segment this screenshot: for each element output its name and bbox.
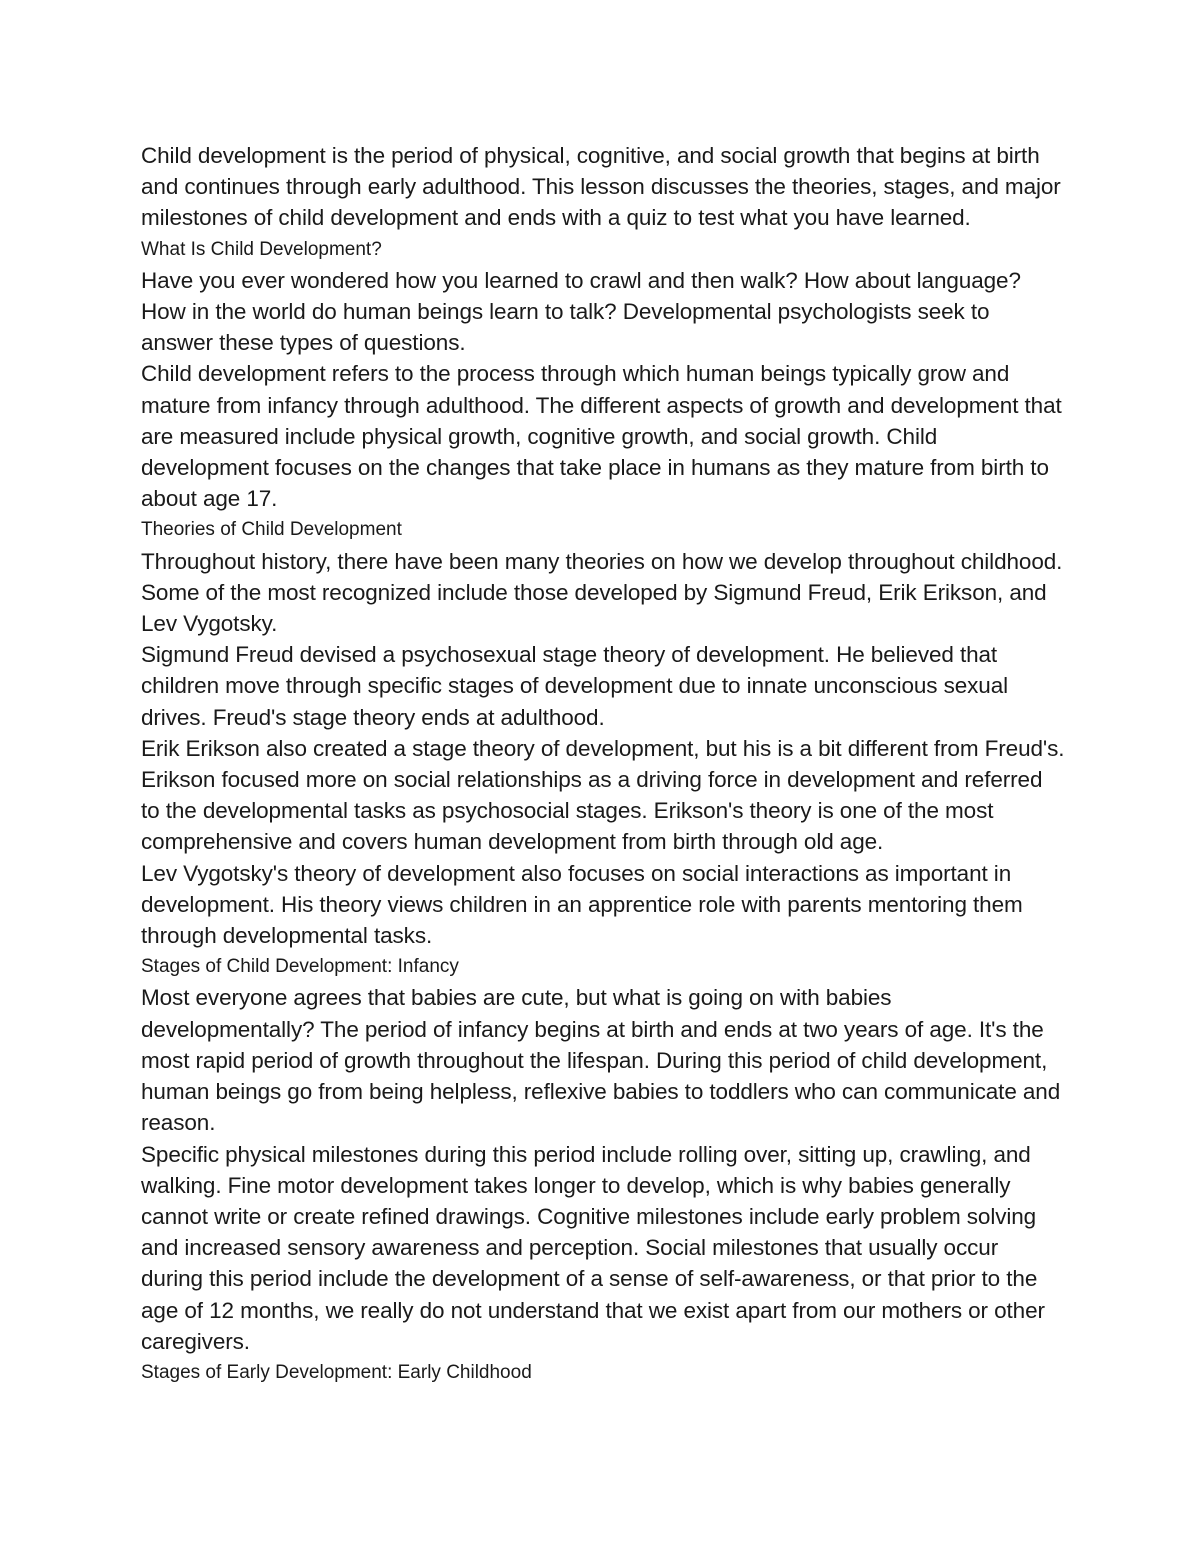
paragraph-erikson: Erik Erikson also created a stage theory of development, but his is a bit different from Freud's. Erikson focused more on social relationships as a driving force in development and referred to the developmental tasks as psychosocial stages. Erikson's theory is one of the most comprehensive and covers human development from birth through old age.: [141, 735, 1065, 855]
section-heading-infancy: Stages of Child Development: Infancy: [141, 956, 459, 978]
paragraph-freud: Sigmund Freud devised a psychosexual stage theory of development. He believed that children move through specific stages of development due to innate unconscious sexual drives. Freud's stage theory ends at adulthood.: [141, 642, 1009, 730]
paragraph-crawl-walk: Have you ever wondered how you learned to crawl and then walk? How about language? How in the world do human beings learn to talk? Developmental psychologists seek to answer these types of questions.: [141, 267, 1021, 356]
intro-paragraph: Child development is the period of physical, cognitive, and social growth that begins at birth and continues through early adulthood. This lesson discusses the theories, stages, and major milestones of child development and ends with a quiz to test what you have learned.: [141, 143, 1061, 231]
section-heading-early-childhood: Stages of Early Development: Early Childhood: [141, 1361, 532, 1383]
paragraph-definition: Child development refers to the process through which human beings typically grow and mature from infancy through adulthood. The different aspects of growth and development that are measured include physical growth, cognitive growth, and social growth. Child development focuses on the changes that take place in humans as they mature from birth to about age 17.: [141, 361, 1062, 512]
paragraph-theories-intro: Throughout history, there have been many theories on how we develop throughout childhood. Some of the most recognized include those developed by Sigmund Freud, Erik Erikson, and Lev Vygotsky.: [141, 548, 1063, 637]
paragraph-infancy: Most everyone agrees that babies are cute, but what is going on with babies developmentally? The period of infancy begins at birth and ends at two years of age. It's the most rapid period of growth throughout the lifespan. During this period of child development, human beings go from being helpless, reflexive babies to toddlers who can communicate and reason.: [141, 985, 1061, 1136]
paragraph-vygotsky: Lev Vygotsky's theory of development also focuses on social interactions as important in development. His theory views children in an apprentice role with parents mentoring them through developmental tasks.: [141, 860, 1023, 949]
section-heading-theories: Theories of Child Development: [141, 519, 402, 541]
section-heading-what-is: What Is Child Development?: [141, 238, 382, 260]
paragraph-milestones: Specific physical milestones during this period include rolling over, sitting up, crawling, and walking. Fine motor development takes longer to develop, which is why babies generally cannot write or create refined drawings. Cognitive milestones include early problem solving and increased sensory awareness and perception. Social milestones that usually occur during this period include the development of a sense of self-awareness, or that prior to the age of 12 months, we really do not understand that we exist apart from our mothers or other caregivers.: [141, 1141, 1045, 1354]
document-body: [141, 140, 1066, 1388]
